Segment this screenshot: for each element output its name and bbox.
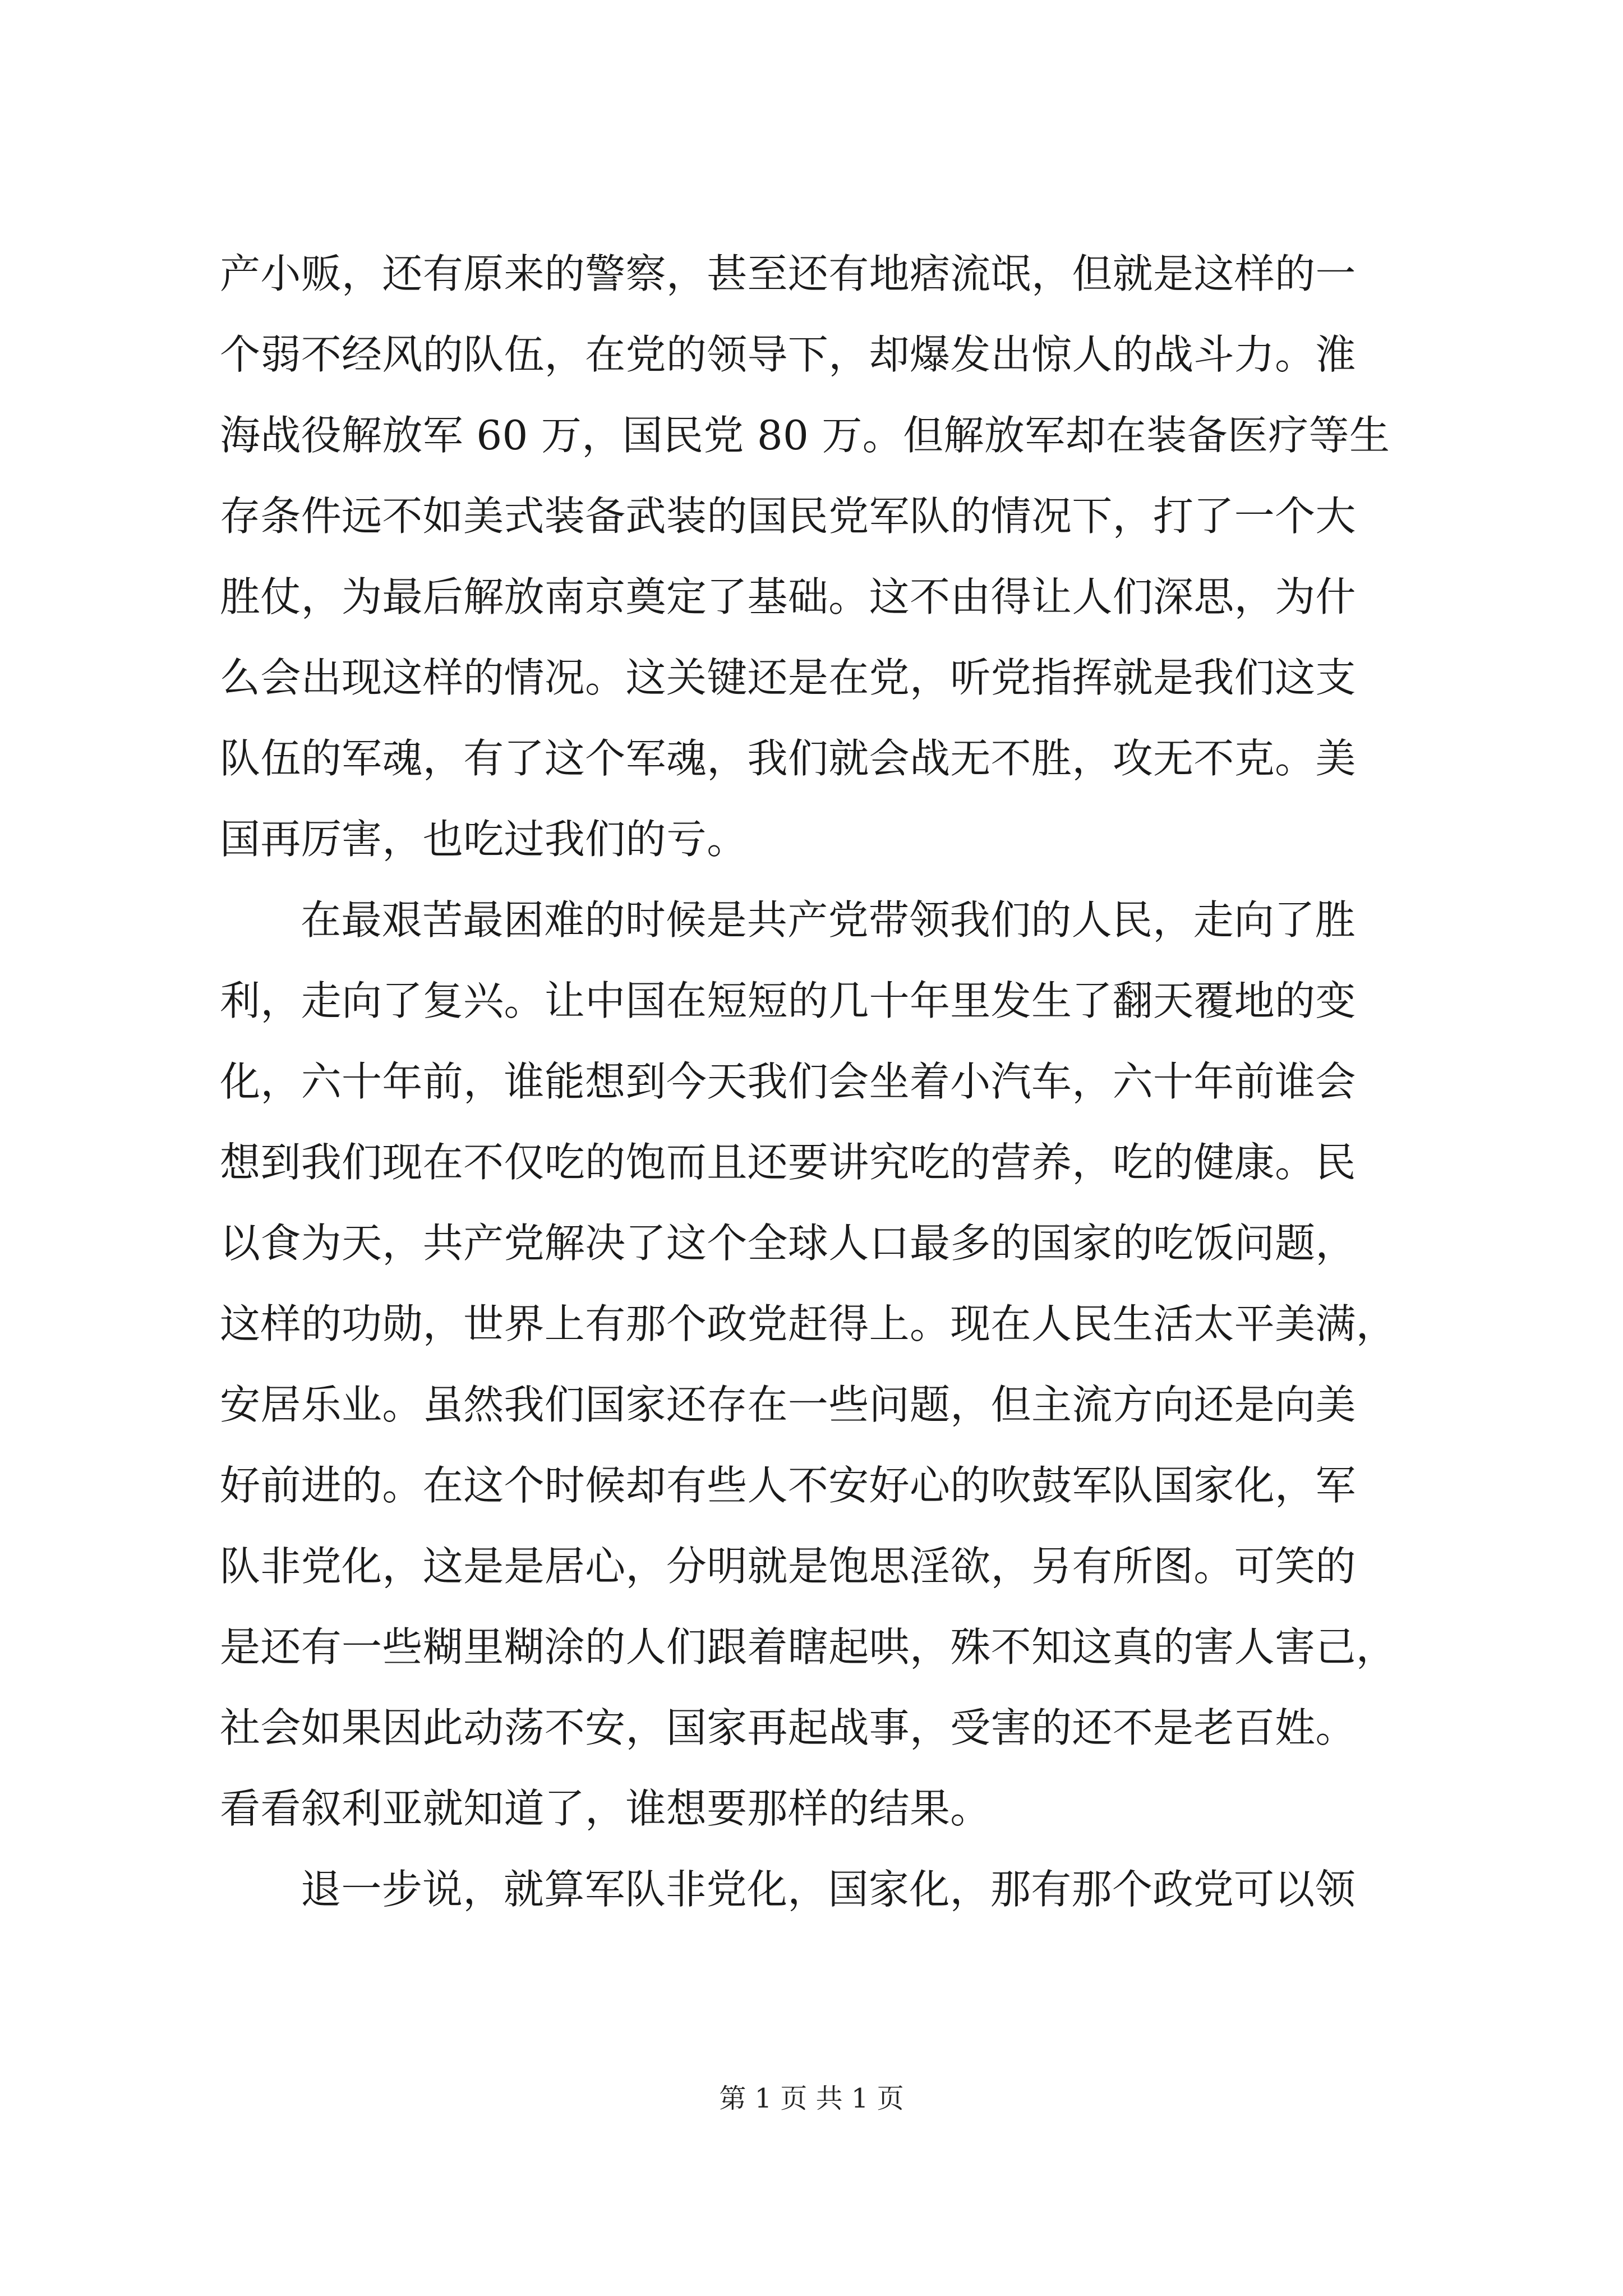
text-line: 看看叙利亚就知道了，谁想要那样的结果。: [220, 1785, 991, 1832]
text-line: 这样的功勋，世界上有那个政党赶得上。现在人民生活太平美满，: [220, 1300, 1397, 1347]
text-line: 利，走向了复兴。让中国在短短的几十年里发生了翻天覆地的变: [220, 977, 1356, 1024]
text-line: 存条件远不如美式装备武装的国民党军队的情况下，打了一个大: [220, 493, 1356, 540]
text-line: 个弱不经风的队伍，在党的领导下，却爆发出惊人的战斗力。淮: [220, 331, 1356, 378]
text-line: 胜仗，为最后解放南京奠定了基础。这不由得让人们深思，为什: [220, 573, 1356, 620]
paragraph-first-line: 退一步说，就算军队非党化，国家化，那有那个政党可以领: [301, 1866, 1356, 1913]
text-line: 么会出现这样的情况。这关键还是在党，听党指挥就是我们这支: [220, 654, 1356, 701]
text-line: 以食为天，共产党解决了这个全球人口最多的国家的吃饭问题，: [220, 1220, 1356, 1267]
text-line: 好前进的。在这个时候却有些人不安好心的吹鼓军队国家化，军: [220, 1462, 1356, 1509]
text-line: 队非党化，这是是居心，分明就是饱思淫欲，另有所图。可笑的: [220, 1543, 1356, 1590]
text-line: 社会如果因此动荡不安，国家再起战事，受害的还不是老百姓。: [220, 1704, 1356, 1751]
paragraph-first-line: 在最艰苦最困难的时候是共产党带领我们的人民，走向了胜: [301, 896, 1356, 944]
text-line: 安居乐业。虽然我们国家还存在一些问题，但主流方向还是向美: [220, 1381, 1356, 1428]
text-line: 是还有一些糊里糊涂的人们跟着瞎起哄，殊不知这真的害人害己，: [220, 1623, 1397, 1671]
text-line: 海战役解放军 60 万，国民党 80 万。但解放军却在装备医疗等生: [220, 412, 1390, 459]
text-line: 想到我们现在不仅吃的饱而且还要讲究吃的营养，吃的健康。民: [220, 1139, 1356, 1186]
text-line: 队伍的军魂，有了这个军魂，我们就会战无不胜，攻无不克。美: [220, 735, 1356, 782]
text-line: 化，六十年前，谁能想到今天我们会坐着小汽车，六十年前谁会: [220, 1058, 1356, 1105]
text-line: 国再厉害，也吃过我们的亏。: [220, 816, 748, 863]
page-footer: 第 1 页 共 1 页: [719, 2083, 904, 2114]
body-text: [220, 233, 1414, 1930]
text-line: 产小贩，还有原来的警察，甚至还有地痞流氓，但就是这样的一: [220, 250, 1356, 297]
